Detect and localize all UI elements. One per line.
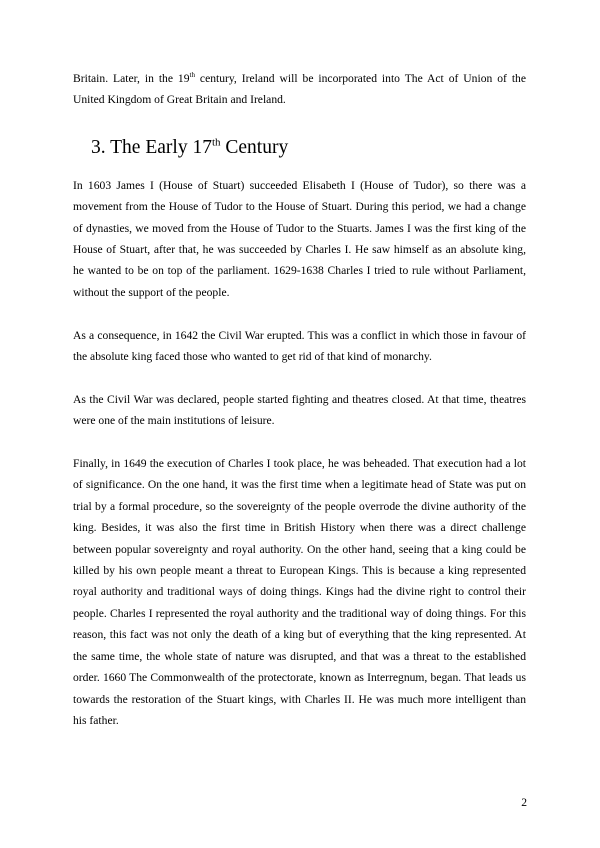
section-heading-superscript: th <box>211 136 221 149</box>
paragraph-civil-war: As a consequence, in 1642 the Civil War erupted. This was a conflict in which those in favour of the absolute king faced those who wanted to get rid of that kind of monarchy. <box>73 328 526 364</box>
paragraph-gap <box>73 367 526 388</box>
intro-paragraph <box>73 68 526 111</box>
paragraph-stuart-succession: In 1603 James I (House of Stuart) succeeded Elisabeth I (House of Tudor), so there was a movement from the House of Tudor to the House of Stuart. During this period, we had a change of dynasties, we moved from the House of Tudor to the Stuarts. James I was the first king of the House of Stuart, after that, he was succeeded by Charles I. He saw himself as an absolute king, he wanted to be on top of the parliament. 1629-1638 Charles I tried to rule without Parliament, without the support of the people. <box>73 178 526 299</box>
intro-superscript: th <box>189 71 195 80</box>
page-number: 2 <box>521 796 527 809</box>
page-content <box>73 68 526 731</box>
section-heading <box>91 135 526 161</box>
section-heading-end: Century <box>220 136 289 158</box>
paragraph-gap <box>73 432 526 453</box>
section-heading-number-title: 3. The Early 17 <box>91 136 212 158</box>
paragraph-theatres-closed: As the Civil War was declared, people started fighting and theatres closed. At that time, theatres were one of the main institutions of leisure. <box>73 392 526 428</box>
intro-text-pre: Britain. Later, in the 19 <box>73 72 190 85</box>
paragraph-execution: Finally, in 1649 the execution of Charles I took place, he was beheaded. That execution had a lot of significance. On the one hand, it was the first time when a legitimate head of State was put on trial by a formal procedure, so the sovereignty of the people overrode the divine authority of the king. Besides, it was also the first time in British History when there was a direct challenge between popular sovereignty and royal authority. On the other hand, seeing that a king could be killed by his own people meant a threat to European Kings. This is because a king represented royal authority and traditional ways of doing things. Kings had the divine right to control their people. Charles I represented the royal authority and the traditional way of doing things. For this reason, this fact was not only the death of a king but of everything that the king represented. At the same time, the whole state of nature was disrupted, and that was a threat to the established order. 1660 The Commonwealth of the protectorate, known as Interregnum, began. That leads us towards the restoration of the Stuart kings, with Charles II. He was much more intelligent than his father. <box>73 457 526 727</box>
intro-text-post: century, Ireland will be incorporated into The Act of Union of the United Kingdom of Great Britain and Ireland. <box>73 72 526 107</box>
paragraph-gap <box>73 303 526 324</box>
